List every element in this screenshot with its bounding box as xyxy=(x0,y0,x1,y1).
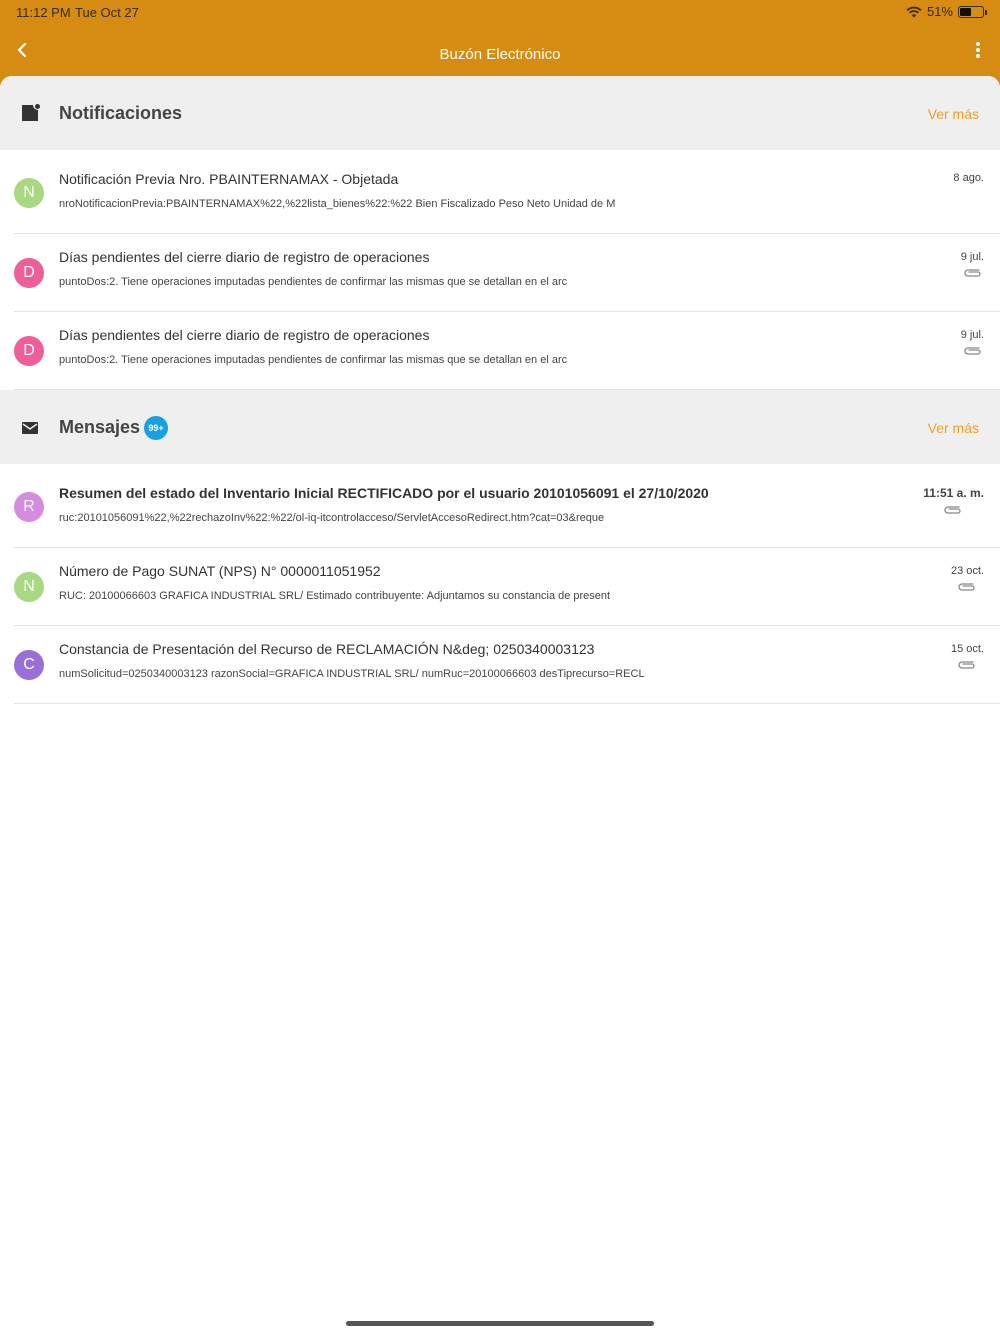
notificaciones-ver-mas-link[interactable]: Ver más xyxy=(927,106,979,122)
message-preview: numSolicitud=0250340003123 razonSocial=GRAFICA INDUSTRIAL SRL/ numRuc=20100066603 desTiprecurso=RECL xyxy=(59,668,645,680)
notification-title: Notificación Previa Nro. PBAINTERNAMAX - Objetada xyxy=(59,171,399,187)
wifi-icon xyxy=(906,6,922,18)
mensajes-ver-mas-link[interactable]: Ver más xyxy=(927,420,979,436)
message-preview: RUC: 20100066603 GRAFICA INDUSTRIAL SRL/ Estimado contribuyente: Adjuntamos su constancia de present xyxy=(59,590,611,602)
mensajes-list xyxy=(0,464,1000,704)
attachment-icon xyxy=(962,345,984,357)
notification-date: 8 ago. xyxy=(953,172,984,184)
page-title: Buzón Electrónico xyxy=(439,46,561,63)
mensajes-header xyxy=(0,390,1000,464)
nav-bar xyxy=(0,24,1000,76)
notification-icon xyxy=(20,104,40,122)
message-title: Número de Pago SUNAT (NPS) N° 0000011051952 xyxy=(59,563,381,579)
unread-count-badge: 99+ xyxy=(144,416,168,440)
notification-item[interactable] xyxy=(14,312,1000,390)
message-date: 15 oct. xyxy=(950,643,984,655)
notificaciones-title: Notificaciones xyxy=(59,103,183,123)
attachment-icon xyxy=(942,504,964,516)
home-indicator xyxy=(346,1321,654,1326)
avatar: D xyxy=(14,258,44,288)
battery-percent: 51% xyxy=(926,4,953,19)
battery-level xyxy=(960,8,971,16)
notification-item[interactable] xyxy=(14,150,1000,234)
avatar: R xyxy=(14,492,44,522)
message-item[interactable] xyxy=(14,548,1000,626)
avatar: N xyxy=(14,178,44,208)
attachment-icon xyxy=(956,581,978,593)
avatar: N xyxy=(14,572,44,602)
message-title: Resumen del estado del Inventario Inicial RECTIFICADO por el usuario 20101056091 el 27/10/2020 xyxy=(59,485,709,501)
avatar: D xyxy=(14,336,44,366)
message-date: 23 oct. xyxy=(950,565,984,577)
notificaciones-header xyxy=(0,76,1000,150)
notification-preview: nroNotificacionPrevia:PBAINTERNAMAX%22,%22lista_bienes%22:%22 Bien Fiscalizado Peso Neto Unidad de M xyxy=(59,198,616,210)
notification-date: 9 jul. xyxy=(960,251,984,263)
message-title: Constancia de Presentación del Recurso de RECLAMACIÓN N&deg; 0250340003123 xyxy=(59,641,595,657)
message-item[interactable] xyxy=(14,626,1000,704)
battery-icon xyxy=(958,6,984,18)
mail-icon xyxy=(20,419,40,437)
status-bar xyxy=(0,0,1000,24)
mensajes-title: Mensajes xyxy=(59,417,141,437)
notification-title: Días pendientes del cierre diario de registro de operaciones xyxy=(59,327,430,343)
message-preview: ruc:20101056091%22,%22rechazoInv%22:%22/ol-iq-itcontrolacceso/ServletAccesoRedirect.htm?cat=03&reque xyxy=(59,512,605,524)
notificaciones-list xyxy=(0,150,1000,390)
attachment-icon xyxy=(956,659,978,671)
avatar: C xyxy=(14,650,44,680)
main-content xyxy=(0,76,1000,1334)
more-vertical-icon[interactable] xyxy=(968,36,988,64)
message-date: 11:51 a. m. xyxy=(923,486,984,500)
status-time: 11:12 PM xyxy=(16,5,71,20)
notification-preview: puntoDos:2. Tiene operaciones imputadas pendientes de confirmar las mismas que se detallan en el arc xyxy=(59,276,568,288)
message-item[interactable] xyxy=(14,464,1000,548)
status-date: Tue Oct 27 xyxy=(75,5,139,20)
notification-title: Días pendientes del cierre diario de registro de operaciones xyxy=(59,249,430,265)
notification-preview: puntoDos:2. Tiene operaciones imputadas pendientes de confirmar las mismas que se detallan en el arc xyxy=(59,354,568,366)
attachment-icon xyxy=(962,267,984,279)
notification-date: 9 jul. xyxy=(960,329,984,341)
status-indicators xyxy=(906,4,984,19)
notification-item[interactable] xyxy=(14,234,1000,312)
